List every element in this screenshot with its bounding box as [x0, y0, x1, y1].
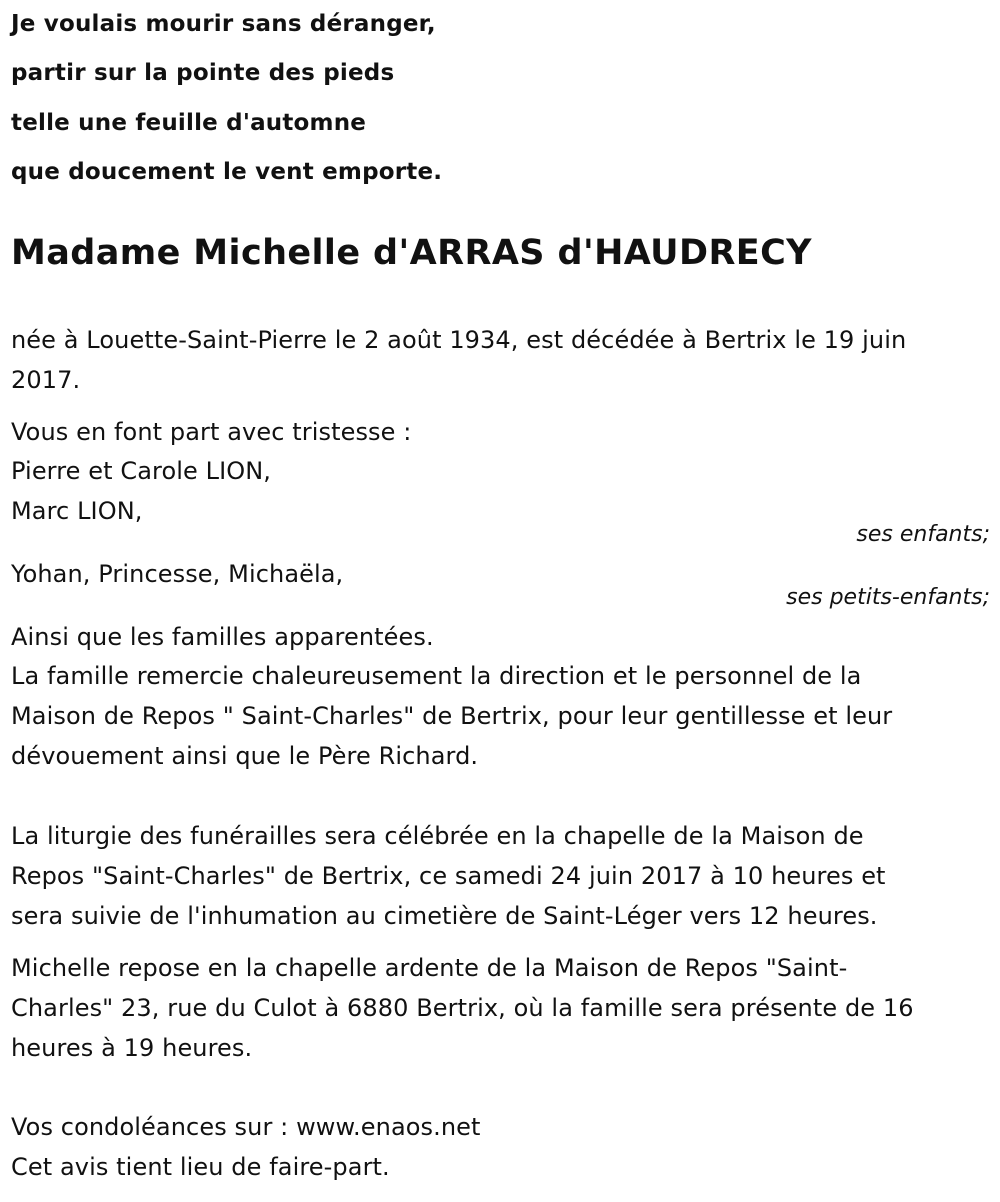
deceased-name: Madame Michelle d'ARRAS d'HAUDRECY: [11, 233, 812, 273]
thanks-line-1: La famille remercie chaleureusement la direction et le personnel de la: [11, 662, 862, 690]
announcers-intro: Vous en font part avec tristesse :: [11, 418, 412, 446]
birth-death-line-2: 2017.: [11, 366, 81, 394]
children-role: ses enfants;: [856, 522, 990, 547]
funeral-line-2: Repos "Saint-Charles" de Bertrix, ce samedi 24 juin 2017 à 10 heures et: [11, 862, 886, 890]
poem-line-3: telle une feuille d'automne: [11, 110, 367, 136]
thanks-line-2: Maison de Repos " Saint-Charles" de Bertrix, pour leur gentillesse et leur: [11, 702, 893, 730]
child-pierre-carole: Pierre et Carole LION,: [11, 457, 272, 485]
visitation-line-2: Charles" 23, rue du Culot à 6880 Bertrix, où la famille sera présente de 16: [11, 994, 914, 1022]
funeral-line-3: sera suivie de l'inhumation au cimetière de Saint-Léger vers 12 heures.: [11, 902, 878, 930]
visitation-line-1: Michelle repose en la chapelle ardente de la Maison de Repos "Saint-: [11, 954, 848, 982]
condolences-label: Vos condoléances sur :: [11, 1113, 297, 1141]
condolences-link[interactable]: www.enaos.net: [296, 1113, 481, 1141]
related-families: Ainsi que les familles apparentées.: [11, 623, 434, 651]
notice-line: Cet avis tient lieu de faire-part.: [11, 1153, 390, 1181]
poem-line-4: que doucement le vent emporte.: [11, 159, 443, 185]
thanks-line-3: dévouement ainsi que le Père Richard.: [11, 742, 479, 770]
grandchildren-names: Yohan, Princesse, Michaëla,: [11, 560, 344, 588]
child-marc: Marc LION,: [11, 497, 143, 525]
visitation-line-3: heures à 19 heures.: [11, 1034, 253, 1062]
condolences-line: [11, 1113, 481, 1141]
funeral-line-1: La liturgie des funérailles sera célébrée en la chapelle de la Maison de: [11, 822, 864, 850]
grandchildren-role: ses petits-enfants;: [786, 585, 990, 610]
poem-line-1: Je voulais mourir sans déranger,: [11, 11, 436, 37]
birth-death-line-1: née à Louette-Saint-Pierre le 2 août 1934, est décédée à Bertrix le 19 juin: [11, 326, 907, 354]
poem-line-2: partir sur la pointe des pieds: [11, 60, 395, 86]
